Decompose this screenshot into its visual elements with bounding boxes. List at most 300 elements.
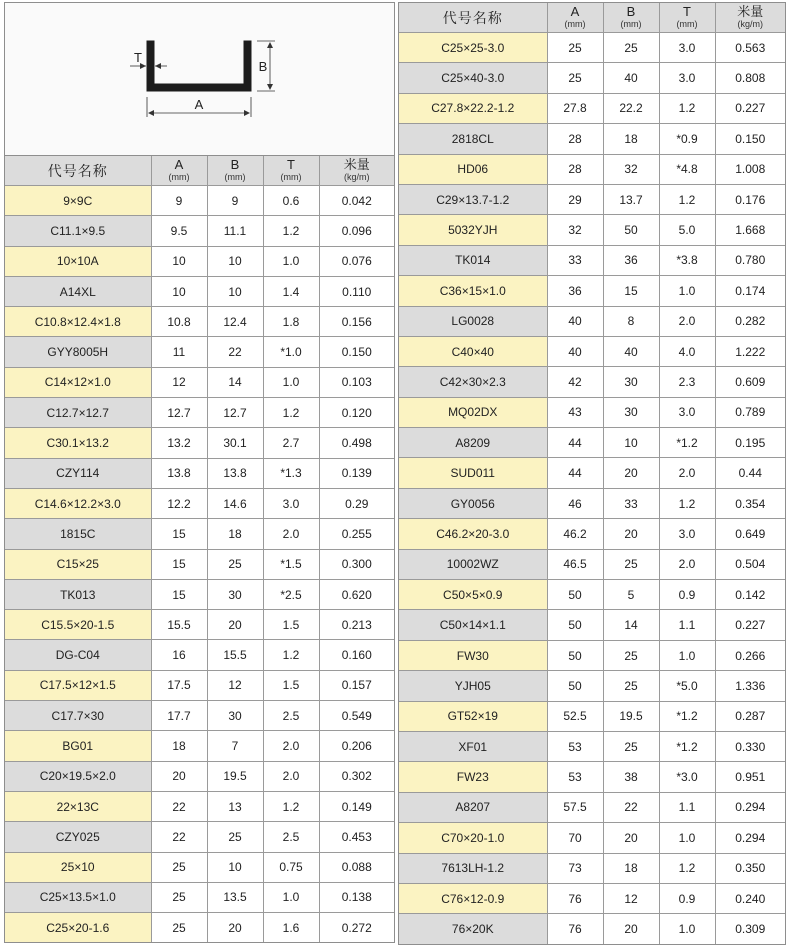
cell-weight: 0.149 (319, 791, 394, 821)
cell-name: C15×25 (5, 549, 151, 579)
cell-a: 46.2 (547, 519, 603, 549)
cell-name: A14XL (5, 276, 151, 306)
cell-name: C70×20-1.0 (399, 823, 547, 853)
cell-b: 20 (603, 914, 659, 944)
cell-a: 28 (547, 124, 603, 154)
cell-name: 10002WZ (399, 549, 547, 579)
cell-a: 9.5 (151, 216, 207, 246)
cell-a: 73 (547, 853, 603, 883)
cell-b: 20 (207, 610, 263, 640)
cell-b: 14.6 (207, 488, 263, 518)
table-row (5, 337, 394, 367)
cell-name: 9×9C (5, 186, 151, 216)
cell-a: 29 (547, 184, 603, 214)
table-row (5, 398, 394, 428)
cell-a: 42 (547, 367, 603, 397)
cell-t: 2.0 (659, 306, 715, 336)
cell-name: YJH05 (399, 671, 547, 701)
cell-b: 32 (603, 154, 659, 184)
cell-weight: 0.44 (715, 458, 785, 488)
cell-t: 1.0 (659, 276, 715, 306)
table-row (399, 823, 785, 853)
cell-weight: 0.549 (319, 701, 394, 731)
cell-name: C25×40-3.0 (399, 63, 547, 93)
table-row (5, 579, 394, 609)
cell-t: 1.0 (263, 246, 319, 276)
header-b: B (mm) (207, 156, 263, 186)
cell-a: 17.7 (151, 701, 207, 731)
cell-name: C46.2×20-3.0 (399, 519, 547, 549)
cell-weight: 0.156 (319, 307, 394, 337)
right-panel (398, 2, 786, 945)
table-row (399, 245, 785, 275)
cell-b: 38 (603, 762, 659, 792)
cell-a: 18 (151, 731, 207, 761)
cell-name: GY0056 (399, 488, 547, 518)
cell-weight: 0.287 (715, 701, 785, 731)
cell-b: 19.5 (207, 761, 263, 791)
cell-t: 2.3 (659, 367, 715, 397)
cell-name: DG-C04 (5, 640, 151, 670)
header-t: T (mm) (659, 3, 715, 33)
cell-b: 20 (603, 519, 659, 549)
cell-t: *1.0 (263, 337, 319, 367)
cell-t: *0.9 (659, 124, 715, 154)
cell-a: 57.5 (547, 792, 603, 822)
table-row (5, 488, 394, 518)
cell-a: 25 (151, 852, 207, 882)
cell-name: C27.8×22.2-1.2 (399, 93, 547, 123)
cell-t: 5.0 (659, 215, 715, 245)
cell-a: 50 (547, 640, 603, 670)
cell-b: 36 (603, 245, 659, 275)
cell-weight: 0.157 (319, 670, 394, 700)
cell-a: 70 (547, 823, 603, 853)
cell-b: 11.1 (207, 216, 263, 246)
cell-t: 2.0 (659, 549, 715, 579)
cell-name: TK014 (399, 245, 547, 275)
table-row (5, 701, 394, 731)
cell-b: 13.5 (207, 882, 263, 912)
cell-b: 40 (603, 336, 659, 366)
cell-weight: 0.498 (319, 428, 394, 458)
cell-b: 30 (603, 367, 659, 397)
cell-t: 2.0 (263, 731, 319, 761)
table-row (5, 731, 394, 761)
cell-name: 10×10A (5, 246, 151, 276)
cell-weight: 0.504 (715, 549, 785, 579)
table-row (399, 488, 785, 518)
cell-b: 22.2 (603, 93, 659, 123)
cell-b: 22 (207, 337, 263, 367)
cell-a: 13.2 (151, 428, 207, 458)
cell-b: 25 (207, 549, 263, 579)
right-header-row (399, 3, 785, 33)
cell-b: 8 (603, 306, 659, 336)
cell-a: 36 (547, 276, 603, 306)
cell-b: 25 (603, 731, 659, 761)
cell-name: C25×13.5×1.0 (5, 882, 151, 912)
cell-a: 27.8 (547, 93, 603, 123)
cell-t: 3.0 (659, 397, 715, 427)
cell-name: 5032YJH (399, 215, 547, 245)
cell-b: 15.5 (207, 640, 263, 670)
cell-a: 43 (547, 397, 603, 427)
cell-t: *1.2 (659, 701, 715, 731)
cell-t: 3.0 (659, 519, 715, 549)
cell-b: 10 (207, 246, 263, 276)
table-row (399, 33, 785, 63)
table-row (399, 519, 785, 549)
cell-weight: 0.266 (715, 640, 785, 670)
cell-b: 25 (603, 640, 659, 670)
cell-t: 0.9 (659, 883, 715, 913)
cell-t: 1.4 (263, 276, 319, 306)
cell-t: 1.2 (659, 184, 715, 214)
table-row (5, 852, 394, 882)
cell-b: 40 (603, 63, 659, 93)
table-row (5, 519, 394, 549)
cell-t: 2.0 (263, 519, 319, 549)
cell-a: 40 (547, 306, 603, 336)
cell-a: 40 (547, 336, 603, 366)
cell-t: *3.0 (659, 762, 715, 792)
cell-t: *3.8 (659, 245, 715, 275)
cell-weight: 0.103 (319, 367, 394, 397)
cell-name: BG01 (5, 731, 151, 761)
header-b: B (mm) (603, 3, 659, 33)
cell-name: C25×20-1.6 (5, 913, 151, 943)
cell-a: 53 (547, 731, 603, 761)
cell-t: *2.5 (263, 579, 319, 609)
table-row (5, 458, 394, 488)
cell-weight: 0.139 (319, 458, 394, 488)
cell-t: 2.7 (263, 428, 319, 458)
cell-name: 76×20K (399, 914, 547, 944)
u-channel-drawing (5, 3, 394, 155)
cell-t: 2.0 (659, 458, 715, 488)
left-header-row (5, 156, 394, 186)
cell-a: 25 (151, 882, 207, 912)
table-row (399, 276, 785, 306)
cell-a: 15.5 (151, 610, 207, 640)
right-spec-table (399, 3, 785, 944)
cell-t: 1.0 (263, 367, 319, 397)
cell-b: 25 (603, 549, 659, 579)
cell-b: 15 (603, 276, 659, 306)
cell-b: 13.7 (603, 184, 659, 214)
table-row (399, 124, 785, 154)
cell-t: 1.2 (263, 216, 319, 246)
cell-weight: 0.453 (319, 822, 394, 852)
cell-b: 14 (207, 367, 263, 397)
cell-name: C36×15×1.0 (399, 276, 547, 306)
cell-a: 10.8 (151, 307, 207, 337)
cell-t: 1.6 (263, 913, 319, 943)
table-row (399, 914, 785, 944)
cell-a: 13.8 (151, 458, 207, 488)
cell-b: 12 (603, 883, 659, 913)
cell-a: 76 (547, 914, 603, 944)
cell-weight: 0.780 (715, 245, 785, 275)
table-row (5, 246, 394, 276)
cell-name: A8209 (399, 428, 547, 458)
table-row (399, 215, 785, 245)
cell-b: 18 (207, 519, 263, 549)
cell-b: 30 (207, 579, 263, 609)
cell-t: 3.0 (659, 33, 715, 63)
cell-weight: 0.330 (715, 731, 785, 761)
cell-t: *1.5 (263, 549, 319, 579)
cell-a: 32 (547, 215, 603, 245)
cell-a: 46.5 (547, 549, 603, 579)
cell-name: 7613LH-1.2 (399, 853, 547, 883)
table-row (5, 761, 394, 791)
cell-a: 20 (151, 761, 207, 791)
cell-t: *1.3 (263, 458, 319, 488)
cell-b: 30.1 (207, 428, 263, 458)
label-t: T (134, 50, 142, 65)
cell-b: 12.4 (207, 307, 263, 337)
u-channel-diagram (5, 3, 394, 156)
left-table-body (5, 186, 394, 943)
cell-b: 18 (603, 124, 659, 154)
cell-t: 1.2 (263, 791, 319, 821)
cell-a: 50 (547, 610, 603, 640)
cell-b: 25 (207, 822, 263, 852)
cell-weight: 0.142 (715, 580, 785, 610)
cell-t: 1.5 (263, 670, 319, 700)
table-row (399, 336, 785, 366)
table-row (399, 63, 785, 93)
cell-a: 22 (151, 791, 207, 821)
cell-weight: 0.789 (715, 397, 785, 427)
table-row (5, 610, 394, 640)
cell-a: 12.7 (151, 398, 207, 428)
cell-t: 1.0 (659, 640, 715, 670)
cell-t: 0.9 (659, 580, 715, 610)
cell-b: 14 (603, 610, 659, 640)
cell-weight: 1.336 (715, 671, 785, 701)
cell-weight: 0.160 (319, 640, 394, 670)
cell-name: C76×12-0.9 (399, 883, 547, 913)
table-row (5, 428, 394, 458)
table-row (5, 882, 394, 912)
cell-a: 11 (151, 337, 207, 367)
header-a: A (mm) (547, 3, 603, 33)
table-row (399, 580, 785, 610)
cell-name: 1815C (5, 519, 151, 549)
cell-a: 44 (547, 428, 603, 458)
cell-name: GT52×19 (399, 701, 547, 731)
cell-name: C42×30×2.3 (399, 367, 547, 397)
cell-a: 76 (547, 883, 603, 913)
cell-b: 20 (603, 458, 659, 488)
cell-b: 10 (207, 852, 263, 882)
table-row (5, 216, 394, 246)
cell-t: 2.5 (263, 822, 319, 852)
table-row (399, 671, 785, 701)
cell-weight: 0.563 (715, 33, 785, 63)
cell-weight: 0.088 (319, 852, 394, 882)
cell-weight: 0.294 (715, 792, 785, 822)
cell-name: C11.1×9.5 (5, 216, 151, 246)
cell-b: 13.8 (207, 458, 263, 488)
cell-a: 25 (547, 63, 603, 93)
cell-t: 3.0 (659, 63, 715, 93)
cell-t: 1.1 (659, 792, 715, 822)
cell-name: FW23 (399, 762, 547, 792)
cell-t: 3.0 (263, 488, 319, 518)
cell-t: 1.2 (263, 398, 319, 428)
cell-name: C10.8×12.4×1.8 (5, 307, 151, 337)
cell-name: 25×10 (5, 852, 151, 882)
cell-a: 53 (547, 762, 603, 792)
cell-b: 9 (207, 186, 263, 216)
cell-name: SUD011 (399, 458, 547, 488)
header-name: 代号名称 (5, 156, 151, 186)
cell-t: 1.5 (263, 610, 319, 640)
cell-name: C15.5×20-1.5 (5, 610, 151, 640)
table-row (399, 428, 785, 458)
cell-weight: 0.195 (715, 428, 785, 458)
cell-a: 10 (151, 276, 207, 306)
cell-weight: 0.176 (715, 184, 785, 214)
cell-b: 30 (207, 701, 263, 731)
cell-t: 1.1 (659, 610, 715, 640)
cell-b: 22 (603, 792, 659, 822)
cell-weight: 0.150 (319, 337, 394, 367)
table-row (399, 610, 785, 640)
cell-b: 7 (207, 731, 263, 761)
left-panel (4, 2, 395, 943)
cell-weight: 0.213 (319, 610, 394, 640)
table-row (5, 670, 394, 700)
cell-a: 50 (547, 580, 603, 610)
header-name: 代号名称 (399, 3, 547, 33)
table-row (5, 640, 394, 670)
cell-a: 16 (151, 640, 207, 670)
cell-a: 15 (151, 519, 207, 549)
table-row (399, 640, 785, 670)
cell-b: 50 (603, 215, 659, 245)
cell-weight: 0.150 (715, 124, 785, 154)
table-row (399, 549, 785, 579)
table-row (5, 822, 394, 852)
cell-b: 10 (603, 428, 659, 458)
cell-name: A8207 (399, 792, 547, 822)
cell-weight: 0.240 (715, 883, 785, 913)
cell-name: C17.5×12×1.5 (5, 670, 151, 700)
header-a: A (mm) (151, 156, 207, 186)
table-row (399, 458, 785, 488)
cell-weight: 0.350 (715, 853, 785, 883)
cell-a: 15 (151, 579, 207, 609)
cell-weight: 0.300 (319, 549, 394, 579)
cell-weight: 0.302 (319, 761, 394, 791)
cell-weight: 0.227 (715, 93, 785, 123)
cell-t: 1.2 (659, 93, 715, 123)
cell-a: 44 (547, 458, 603, 488)
cell-weight: 0.294 (715, 823, 785, 853)
left-spec-table (5, 156, 394, 942)
cell-weight: 0.174 (715, 276, 785, 306)
cell-weight: 0.309 (735, 922, 766, 937)
cell-name: XF01 (399, 731, 547, 761)
cell-weight: 1.222 (715, 336, 785, 366)
cell-name: HD06 (399, 154, 547, 184)
table-row (399, 883, 785, 913)
cell-name: GYY8005H (5, 337, 151, 367)
cell-a: 52.5 (547, 701, 603, 731)
cell-weight: 0.354 (715, 488, 785, 518)
table-row (399, 762, 785, 792)
cell-a: 25 (547, 33, 603, 63)
cell-weight: 0.096 (319, 216, 394, 246)
header-t: T (mm) (263, 156, 319, 186)
table-row (5, 549, 394, 579)
cell-t: *1.2 (659, 731, 715, 761)
cell-t: 2.5 (263, 701, 319, 731)
cell-weight: 1.008 (715, 154, 785, 184)
cell-weight: 0.808 (715, 63, 785, 93)
table-row (399, 792, 785, 822)
cell-a: 12 (151, 367, 207, 397)
cell-name: C17.7×30 (5, 701, 151, 731)
cell-name: C12.7×12.7 (5, 398, 151, 428)
table-row (5, 791, 394, 821)
cell-weight: 0.649 (715, 519, 785, 549)
table-row (399, 306, 785, 336)
table-row (399, 154, 785, 184)
cell-weight: 0.272 (341, 920, 372, 935)
header-weight: 米量 (kg/m) (319, 156, 394, 186)
cell-t: 2.0 (263, 761, 319, 791)
table-row (5, 913, 394, 943)
cell-t: 1.0 (659, 914, 715, 944)
table-row (399, 853, 785, 883)
cell-t: 4.0 (659, 336, 715, 366)
cell-t: 1.2 (659, 853, 715, 883)
cell-weight: 0.620 (319, 579, 394, 609)
cell-weight: 0.282 (715, 306, 785, 336)
cell-t: 1.2 (263, 640, 319, 670)
cell-b: 12.7 (207, 398, 263, 428)
cell-name: C14×12×1.0 (5, 367, 151, 397)
cell-b: 10 (207, 276, 263, 306)
cell-weight: 0.206 (319, 731, 394, 761)
cell-a: 33 (547, 245, 603, 275)
cell-weight: 0.138 (319, 882, 394, 912)
cell-b: 33 (603, 488, 659, 518)
label-b: B (258, 59, 268, 74)
cell-b: 20 (207, 913, 263, 943)
cell-b: 19.5 (603, 701, 659, 731)
cell-name: 22×13C (5, 791, 151, 821)
table-row (5, 367, 394, 397)
cell-weight: 0.29 (319, 488, 394, 518)
cell-name: C20×19.5×2.0 (5, 761, 151, 791)
cell-a: 10 (151, 246, 207, 276)
cell-t: 0.75 (263, 852, 319, 882)
cell-name: C50×5×0.9 (399, 580, 547, 610)
cell-b: 13 (207, 791, 263, 821)
cell-weight: 0.255 (319, 519, 394, 549)
cell-weight: 0.951 (715, 762, 785, 792)
right-table-body (399, 33, 785, 944)
cell-name: C30.1×13.2 (5, 428, 151, 458)
cell-b: 12 (207, 670, 263, 700)
